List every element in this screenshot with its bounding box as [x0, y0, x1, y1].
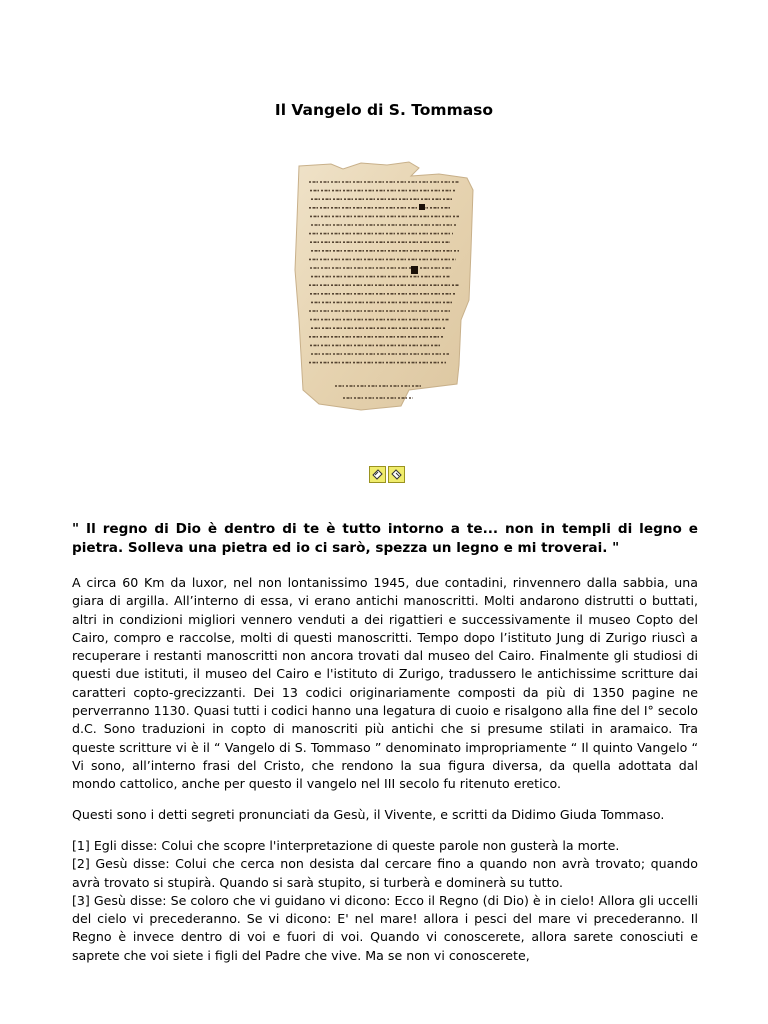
- page-title: Il Vangelo di S. Tommaso: [274, 101, 494, 119]
- prev-page-icon: [371, 468, 384, 481]
- intro-paragraph: A circa 60 Km da luxor, nel non lontanissimo 1945, due contadini, rinvennero dalla sabbia, una giara di argilla. All’interno di essa, vi erano antichi manoscritti. Molti andarono distrutti o buttati, altri in condizioni migliori vennero venduti a dei rigattieri e successivamente il museo Copto del Cairo, compro e raccolse, molti di questi manoscritti. Tempo dopo l’istituto Jung di Zurigo riuscì a recuperare i restanti manoscritti non ancora trovati dal museo del Cairo. Finalmente gli studiosi di questi due istituti, il museo del Cairo e l'istituto di Zurigo, tradussero le antichissime scritture dai caratteri copto-grecizzanti. Dei 13 codici originariamente composti da più di 1350 pagine ne perverranno 1130. Quasi tutti i codici hanno una legatura di cuoio e risalgono alla fine del I° secolo d.C. Sono traduzioni in copto di manoscriti più antichi che si presume stilati in aramaico. Tra queste scritture vi è il “ Vangelo di S. Tommaso ” denominato impropriamente “ Il quinto Vangelo “ Vi sono, all’interno frasi del Cristo, che rendono la sua figura diversa, da quella adottata dal mondo cattolico, anche per questo il vangelo nel III secolo fu ritenuto eretico.: [72, 575, 698, 792]
- opening-quote: " Il regno di Dio è dentro di te è tutto intorno a te... non in templi di legno e pietra. Solleva una pietra ed io ci sarò, spezza un legno e mi troverai. ": [72, 521, 698, 556]
- page-nav: [369, 466, 405, 483]
- preface-paragraph: Questi sono i detti segreti pronunciati da Gesù, il Vivente, e scritti da Didimo Giuda Tommaso.: [72, 807, 665, 822]
- prev-page-button[interactable]: [369, 466, 386, 483]
- next-page-icon: [390, 468, 403, 481]
- papyrus-manuscript-image: [291, 160, 478, 414]
- verses-list: [72, 837, 698, 965]
- verse-1: [1] Egli disse: Colui che scopre l'interpretazione di queste parole non gusterà la morte.: [72, 838, 620, 853]
- verse-3: [3] Gesù disse: Se coloro che vi guidano vi dicono: Ecco il Regno (di Dio) è in cielo! Allora gli uccelli del cielo vi precederanno. Se vi dicono: E' nel mare! allora i pesci del mare vi precederanno. Il Regno è invece dentro di voi e fuori di voi. Quando vi conoscerete, allora sarete conosciuti e saprete che voi siete i figli del Padre che vive. Ma se non vi conoscerete,: [72, 892, 698, 963]
- verse-2: [2] Gesù disse: Colui che cerca non desista dal cercare fino a quando non avrà trovato; quando avrà trovato si stupirà. Quando si sarà stupito, si turberà e dominerà su tutto.: [72, 856, 698, 890]
- next-page-button[interactable]: [388, 466, 405, 483]
